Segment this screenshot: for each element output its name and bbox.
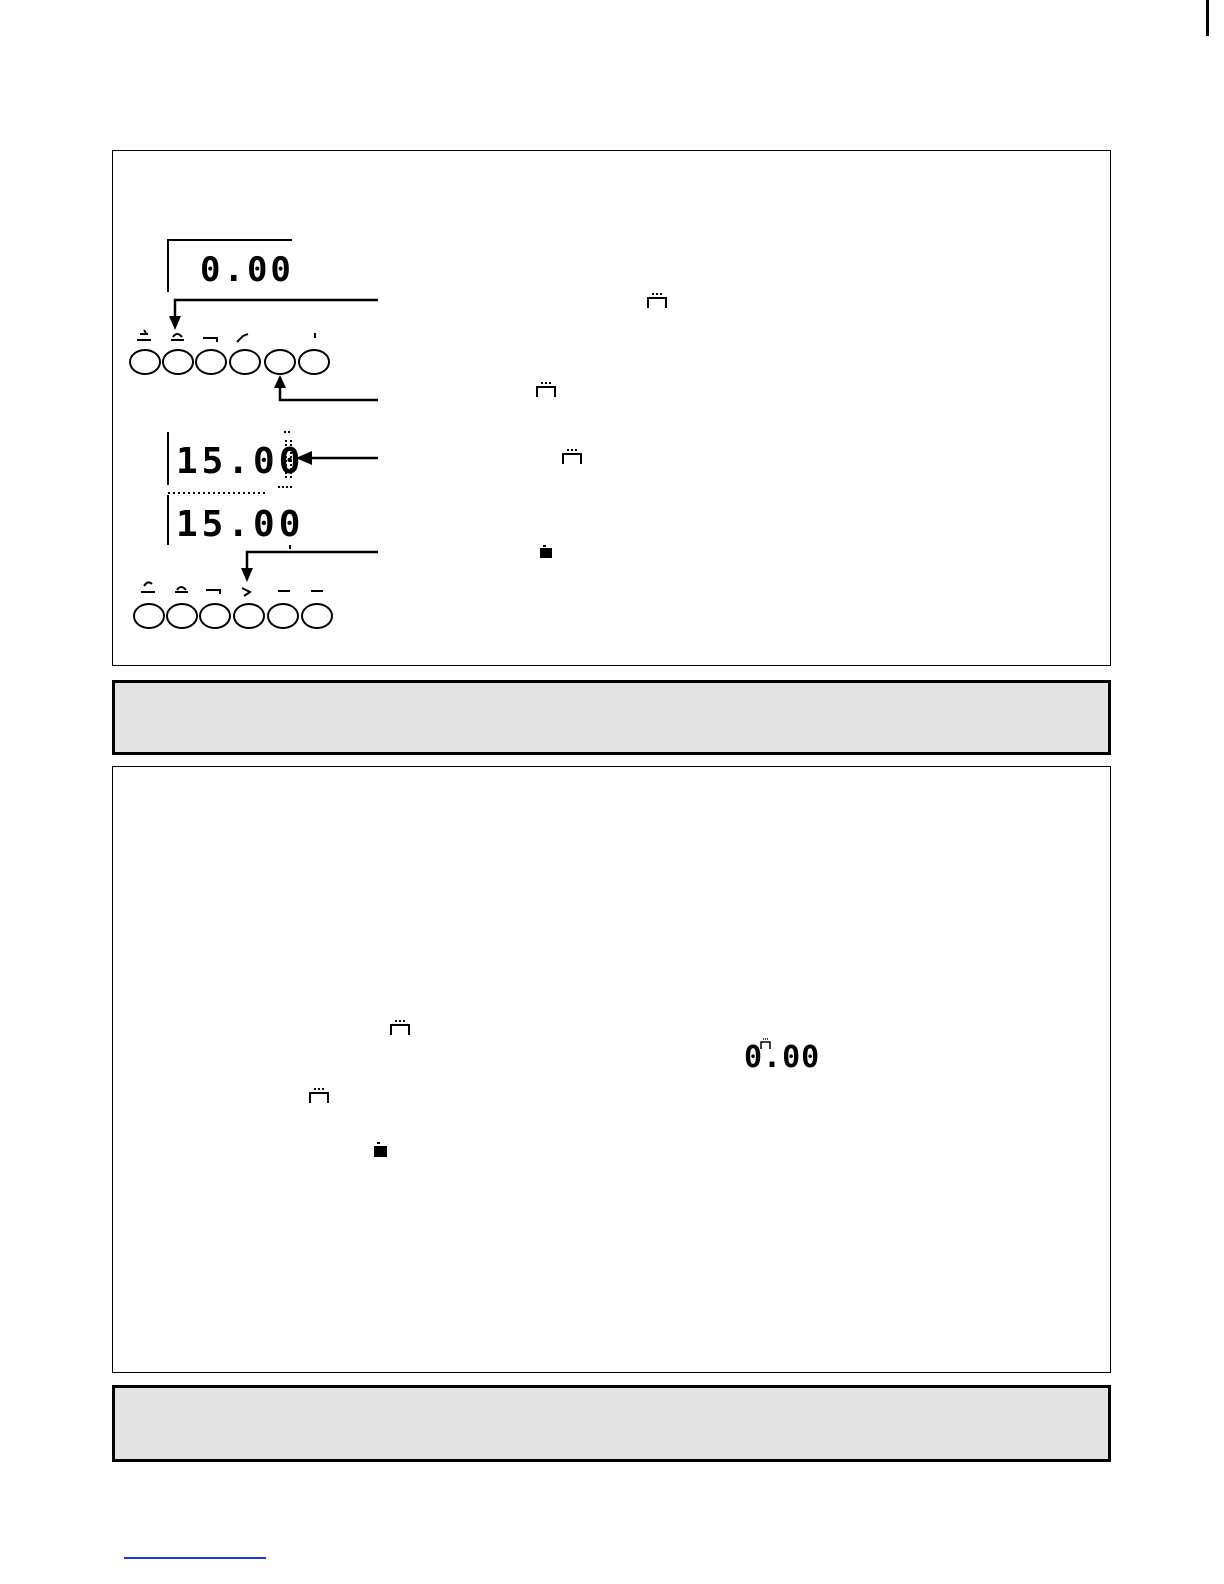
knob-symbols-row-2 <box>141 582 323 596</box>
note-band <box>112 680 1111 755</box>
leader-line-1 <box>175 300 378 318</box>
knob-symbol <box>206 590 220 594</box>
pot-symbol-icon <box>541 546 551 557</box>
knob-symbol <box>237 334 248 342</box>
oven-symbol-icon <box>648 294 666 308</box>
leader-line-4 <box>247 552 378 570</box>
knob-circle-icon <box>234 604 264 628</box>
knob-circle-icon <box>196 350 226 374</box>
knob-circle-icon <box>268 604 298 628</box>
knob-symbol <box>137 330 151 340</box>
knob-circle-icon <box>134 604 164 628</box>
knob-symbol <box>242 588 250 596</box>
display-reading-top: 0.00 <box>200 250 294 290</box>
knob-circle-icon <box>163 350 193 374</box>
pot-symbol-icon <box>375 1143 386 1156</box>
control-panel-diagram <box>0 0 1224 700</box>
inline-display-reading: 0.00 <box>744 1040 821 1075</box>
leader-line-2 <box>280 385 378 400</box>
knob-symbol <box>203 338 217 342</box>
knob-symbol <box>175 587 188 592</box>
knob-circle-icon <box>167 604 197 628</box>
knob-circle-icon <box>200 604 230 628</box>
display-reading-bottom: 15.00 <box>176 504 305 545</box>
oven-symbol-icon <box>537 383 555 397</box>
knob-row-1 <box>130 350 329 374</box>
knob-symbol <box>141 582 155 592</box>
oven-symbol-icon <box>563 450 581 464</box>
knob-circle-icon <box>302 604 332 628</box>
knob-circle-icon <box>130 350 160 374</box>
arrow-icon <box>274 375 286 388</box>
arrow-icon <box>241 568 253 582</box>
inline-symbols <box>0 1000 1224 1170</box>
knob-symbol <box>171 334 184 340</box>
knob-circle-icon <box>299 350 329 374</box>
oven-symbol-icon <box>391 1021 409 1035</box>
arrow-icon <box>169 316 181 330</box>
oven-symbol-icon <box>310 1089 328 1103</box>
footer-link-line[interactable] <box>124 1557 266 1559</box>
knob-circle-icon <box>230 350 260 374</box>
note-band <box>112 1385 1111 1462</box>
display-reading-middle: 15.00 <box>176 441 305 482</box>
knob-symbols-row-1 <box>137 330 315 342</box>
knob-row-2 <box>134 604 332 628</box>
knob-circle-icon <box>265 350 295 374</box>
